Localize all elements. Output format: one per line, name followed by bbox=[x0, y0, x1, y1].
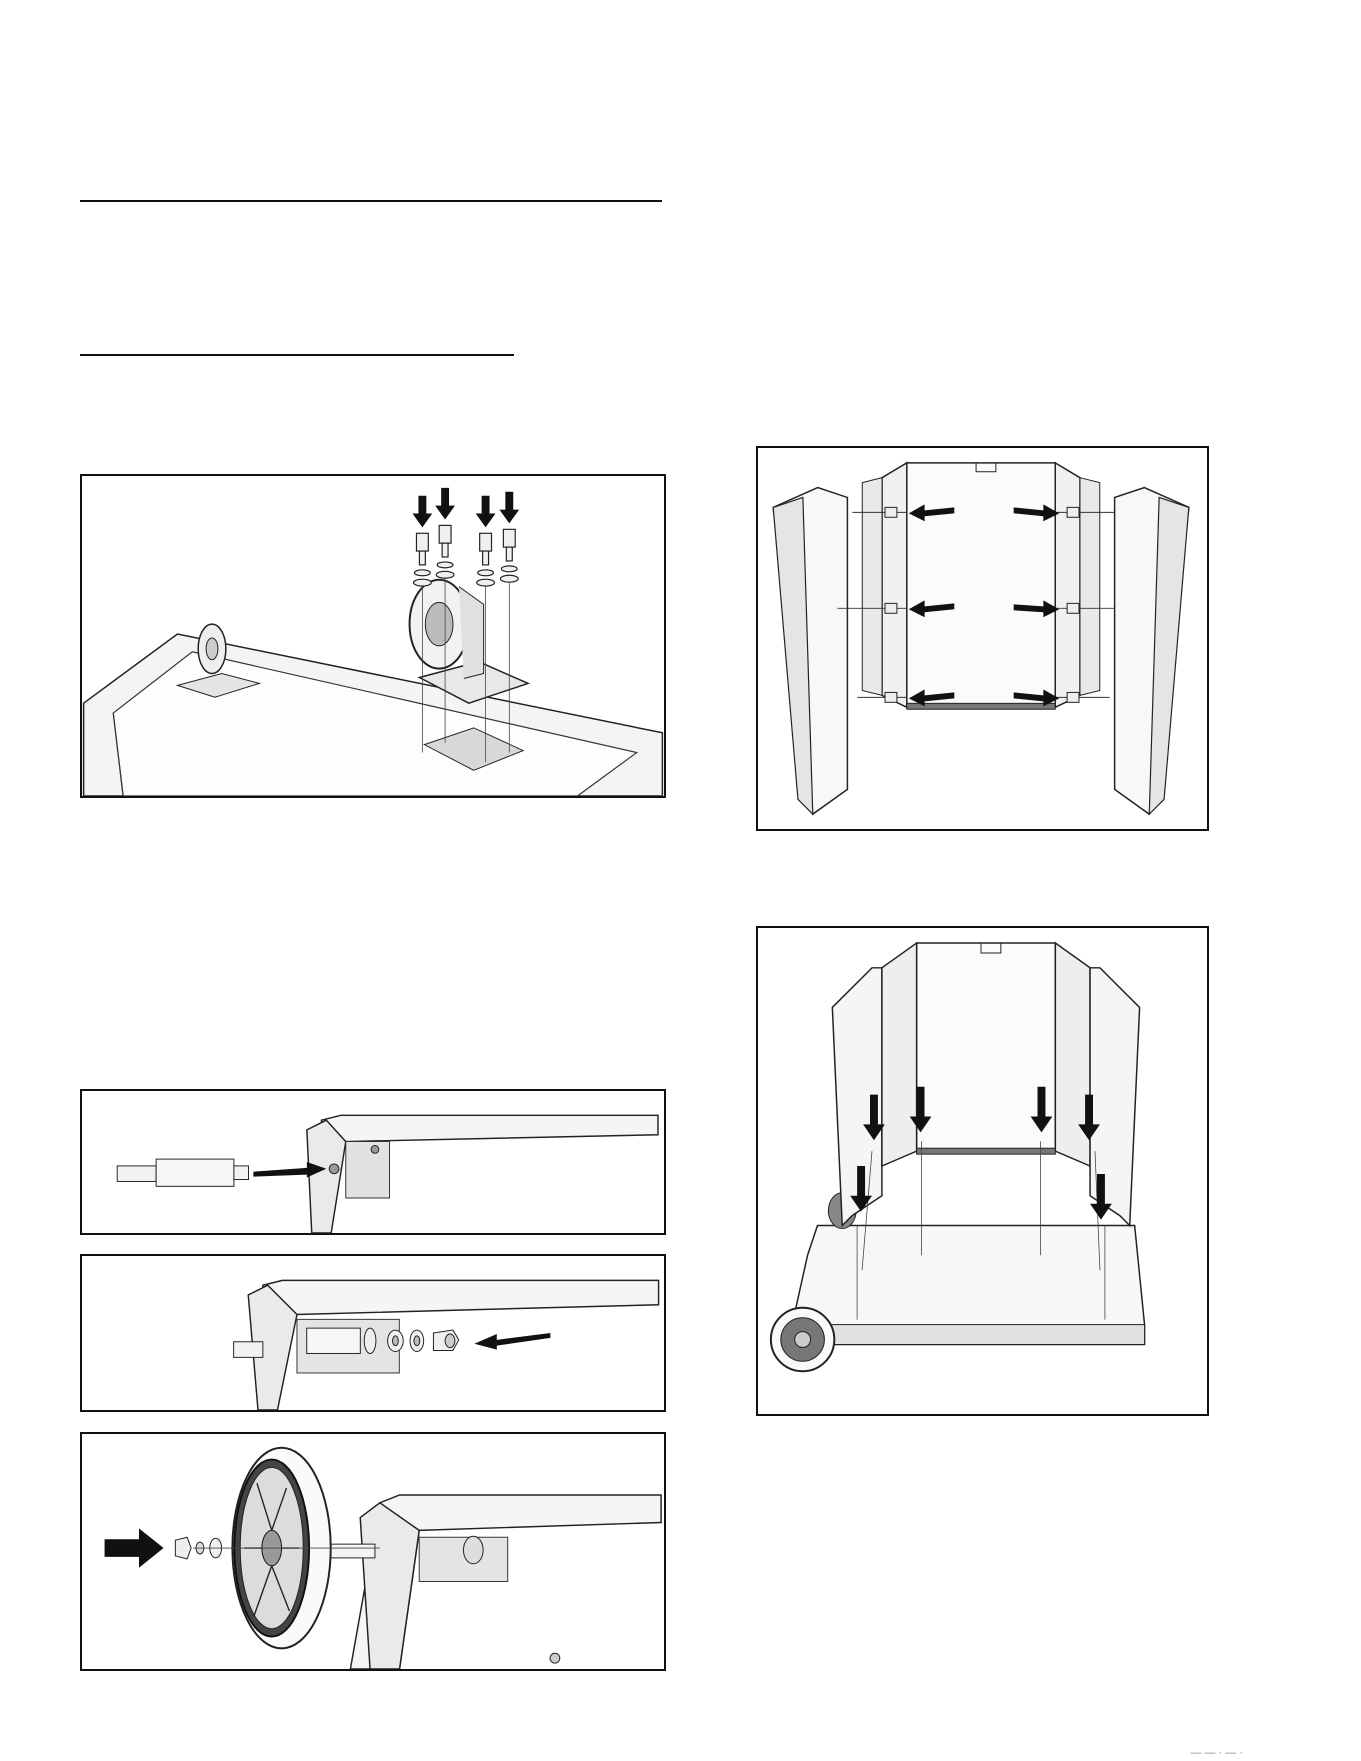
figure-wheel-mounting bbox=[80, 1432, 666, 1671]
footer-text: — — · — · bbox=[1190, 1747, 1243, 1759]
section-rule-1 bbox=[80, 200, 662, 202]
figure-axle-insertion bbox=[80, 1089, 666, 1235]
figure-side-panels bbox=[756, 446, 1209, 831]
axle-nut-illustration bbox=[82, 1256, 664, 1410]
figure-axle-nut bbox=[80, 1254, 666, 1412]
caster-illustration bbox=[82, 476, 664, 796]
section-rule-2 bbox=[80, 354, 514, 356]
side-panels-illustration bbox=[758, 448, 1207, 829]
axle-insertion-illustration bbox=[82, 1091, 664, 1233]
figure-caster-mounting bbox=[80, 474, 666, 798]
wheel-mounting-illustration bbox=[82, 1434, 664, 1669]
cabinet-to-base-illustration bbox=[758, 928, 1207, 1414]
figure-cabinet-to-base bbox=[756, 926, 1209, 1416]
